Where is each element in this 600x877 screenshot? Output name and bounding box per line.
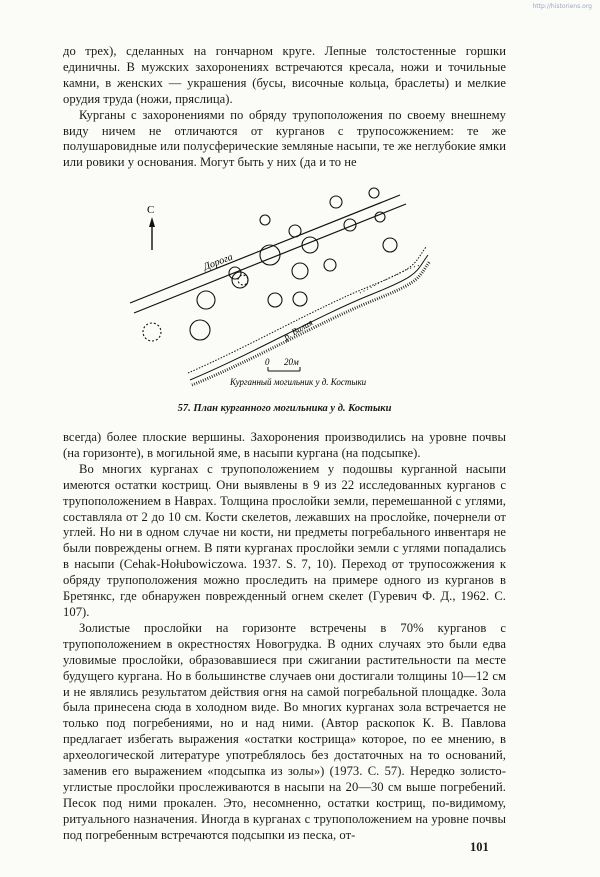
burial-mound [197, 291, 215, 309]
burial-ground-plan-figure [130, 195, 430, 395]
burial-mound [324, 259, 336, 271]
paragraph: всегда) более плоские вершины. Захоронения производились на уровне почвы (на горизонте), в могильной яме, в насыпи кургана (на подсыпке). [63, 430, 506, 460]
burial-mound [268, 293, 282, 307]
road-label: Дорога [202, 251, 235, 273]
burial-mound [260, 215, 270, 225]
river-banks [188, 247, 430, 385]
paragraph: Золистые прослойки на горизонте встречены в 70% курганов с трупоположением в окрестностях Новогрудка. В одних случаях это были едва уловимые прослойки, образовавшиеся при сжигании растительности па месте будущего кургана. Но в большинстве случаев они достигали толщины 10—12 см и не являлись результатом действия огня на самой погребальной площадке. Зола была принесена сюда в холодном виде. Во многих курганах зола встречается не только под погребениями, но и над ними. (Автор раскопок К. В. Павлова предлагает избегать выражения «остатки кострища» которое, по ее мнению, в археологической литературе употреблялось без достаточных на то оснований, заменив его выражением «подсыпка из золы») (1973. С. 57). Нередко золисто-углистые прослойки прослеживаются в насыпи на 20—30 см выше погребений. Песок под ними прокален. Это, несомненно, остатки кострищ, по-видимому, ритуального назначения. Иногда в курганах с трупоположением на уровне почвы под погребенным встречаются подсыпки из песка, от- [63, 620, 506, 842]
burial-mound [292, 263, 308, 279]
paragraph: Курганы с захоронениями по обряду трупоположения по своему внешнему виду ничем не отличаются от курганов с трупосожжением: те же полушаровидные или полусферические земляные насыпи, те же неглубокие ямки или ровики у основания. Могут быть у них (да и то не [63, 107, 506, 170]
map-title: Курганный могильник у д. Костыки [230, 377, 367, 387]
scale-start-label: 0 [265, 357, 270, 367]
page-number: 101 [470, 840, 489, 854]
scale-end-label: 20м [284, 357, 299, 367]
road-line [130, 195, 406, 313]
scale-bar [268, 367, 300, 371]
text-block-top [63, 44, 506, 171]
burial-mound [293, 292, 307, 306]
burial-mound [190, 320, 210, 340]
text-block-bottom [63, 430, 506, 844]
burial-mound [289, 225, 301, 237]
burial-mound [330, 196, 342, 208]
burial-mound [383, 238, 397, 252]
north-label: С [147, 204, 155, 216]
river-label: р. Вилия [282, 317, 315, 342]
paragraph: до трех), сделанных на гончарном круге. Лепные толстостенные горшки единичны. В мужских захоронениях встречаются кресала, ножи и точильные камни, в женских — украшения (бусы, височные кольца, браслеты) и мелкие орудия труда (ножи, пряслица). [63, 44, 506, 106]
burial-mound [369, 188, 379, 198]
burial-mound [232, 272, 248, 288]
burial-mound [375, 212, 385, 222]
burial-mound [260, 245, 280, 265]
burial-mound [143, 323, 161, 341]
burial-ground-plan-map [130, 195, 430, 395]
figure-caption: 57. План курганного могильника у д. Костыки [177, 403, 392, 414]
north-arrow-icon [149, 217, 155, 250]
watermark-text: http://historiens.org [532, 3, 592, 10]
paragraph: Во многих курганах с трупоположением у подошвы курганной насыпи имеются остатки кострищ. Они выявлены в 9 из 22 исследованных курганов с трупоположением в Наврах. Толщина прослойки земли, перемешанной с углями, составляла от 2 до 10 см. Кости скелетов, лежавших на прослойке, почернели от углей. Но ни в одном случае ни кости, ни предметы погребального инвентаря не были повреждены огнем. В пяти курганах прослойки земли с углями попадались в насыпи (Cehak-Hołubowiczowa. 1937. S. 7, 10). Переход от трупосожжения к обряду трупоположения можно проследить на примере одного из курганов в Бретянкс, где обнаружен поврежденный огнем скелет (Гуревич Ф. Д., 1962. С. 107). [63, 461, 506, 619]
